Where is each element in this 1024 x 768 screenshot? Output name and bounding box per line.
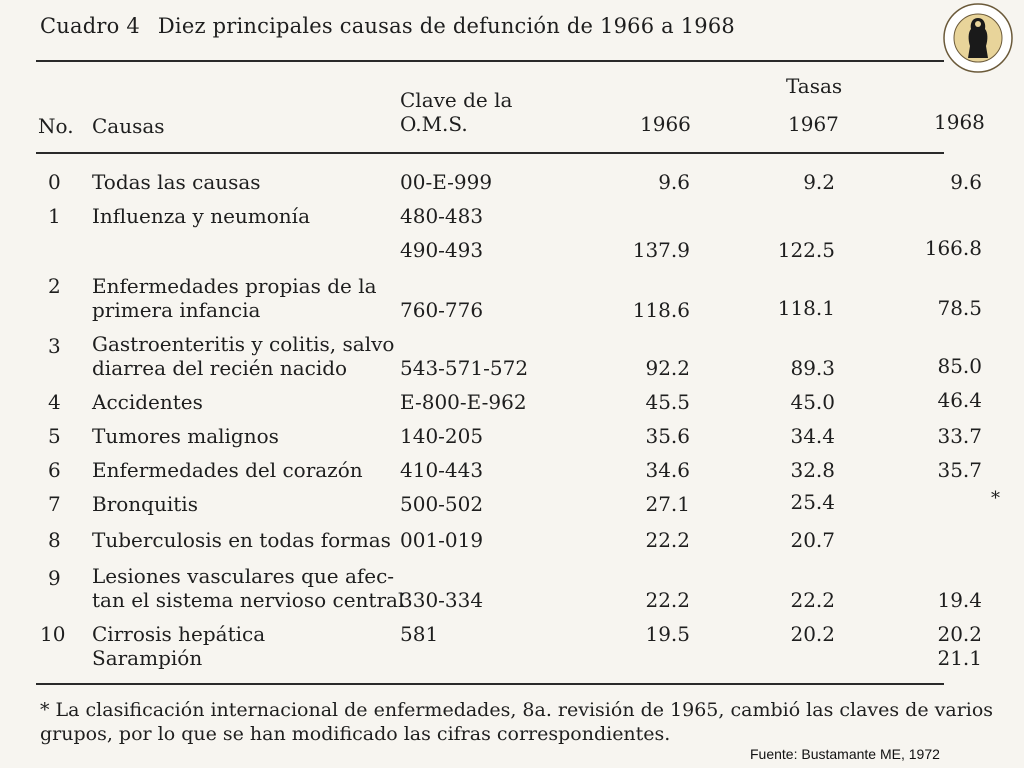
row-1-1967: 122.5 <box>777 238 835 262</box>
row-6-1966: 34.6 <box>645 458 690 482</box>
footnote: * La clasificación internacional de enfermedades, 8a. revisión de 1965, cambió las claves de varios grupos, por lo que se han modificado las cifras correspondientes. <box>40 699 994 745</box>
row-8-code: 001-019 <box>400 528 484 552</box>
header-clave-line1: Clave de la <box>400 88 513 112</box>
row-7-no: 7 <box>48 492 61 516</box>
row-7-code: 500-502 <box>400 492 484 516</box>
row-10-cause-line1: Cirrosis hepática <box>92 622 266 646</box>
row-3-1968: 85.0 <box>937 354 982 378</box>
row-8-no: 8 <box>48 528 61 552</box>
row-2-cause-line2: primera infancia <box>92 298 261 322</box>
row-4-code: E-800-E-962 <box>400 390 527 414</box>
row-1-1968: 166.8 <box>924 236 982 260</box>
header-year-1968: 1968 <box>934 110 985 134</box>
row-3-cause-line1: Gastroenteritis y colitis, salvo <box>92 332 395 356</box>
row-4-cause: Accidentes <box>92 390 203 414</box>
row-6-1968: 35.7 <box>937 458 982 482</box>
header-year-1967: 1967 <box>788 112 839 136</box>
header-causas: Causas <box>92 114 165 138</box>
row-2-no: 2 <box>48 274 61 298</box>
row-5-1968: 33.7 <box>937 424 982 448</box>
row-3-1966: 92.2 <box>645 356 690 380</box>
row-1-code-b: 490-493 <box>400 238 484 262</box>
row-7-cause: Bronquitis <box>92 492 198 516</box>
row-10-1968-sarampion: 21.1 <box>937 646 982 670</box>
row-9-1968: 19.4 <box>937 588 982 612</box>
header-tasas: Tasas <box>786 74 843 98</box>
table-number: Cuadro 4 <box>40 14 140 38</box>
header-year-1966: 1966 <box>640 112 691 136</box>
row-9-code: 330-334 <box>400 588 484 612</box>
row-3-cause-line2: diarrea del recién nacido <box>92 356 348 380</box>
row-5-no: 5 <box>48 424 61 448</box>
row-0-1967: 9.2 <box>803 170 835 194</box>
row-10-1966: 19.5 <box>645 622 690 646</box>
row-4-no: 4 <box>48 390 61 414</box>
row-1-code-a: 480-483 <box>400 204 484 228</box>
header-rule <box>36 152 944 154</box>
row-0-code: 00-E-999 <box>400 170 493 194</box>
row-5-cause: Tumores malignos <box>92 424 279 448</box>
row-7-1968-asterisk: * <box>991 488 1000 509</box>
header-no: No. <box>38 114 74 138</box>
academy-seal-logo <box>942 2 1014 74</box>
row-3-1967: 89.3 <box>790 356 835 380</box>
row-7-1966: 27.1 <box>645 492 690 516</box>
row-1-cause: Influenza y neumonía <box>92 204 310 228</box>
table-title <box>40 14 735 38</box>
row-5-1966: 35.6 <box>645 424 690 448</box>
source-citation: Fuente: Bustamante ME, 1972 <box>750 746 940 762</box>
row-10-cause-line2: Sarampión <box>92 646 203 670</box>
row-0-cause: Todas las causas <box>92 170 261 194</box>
row-10-1968: 20.2 <box>937 622 982 646</box>
row-10-no: 10 <box>40 622 66 646</box>
row-3-code: 543-571-572 <box>400 356 529 380</box>
row-0-1968: 9.6 <box>950 170 982 194</box>
row-8-cause: Tuberculosis en todas formas <box>92 528 391 552</box>
row-4-1967: 45.0 <box>790 390 835 414</box>
row-0-1966: 9.6 <box>658 170 690 194</box>
row-6-cause: Enfermedades del corazón <box>92 458 363 482</box>
row-9-cause-line2: tan el sistema nervioso central <box>92 588 405 612</box>
table-caption: Diez principales causas de defunción de 1966 a 1968 <box>157 14 735 38</box>
row-5-1967: 34.4 <box>790 424 835 448</box>
row-1-no: 1 <box>48 204 61 228</box>
top-rule <box>36 60 944 62</box>
row-7-1967: 25.4 <box>790 490 835 514</box>
row-5-code: 140-205 <box>400 424 484 448</box>
row-1-1966: 137.9 <box>632 238 690 262</box>
row-9-no: 9 <box>48 566 61 590</box>
row-9-cause-line1: Lesiones vasculares que afec- <box>92 564 395 588</box>
row-4-1968: 46.4 <box>937 388 982 412</box>
row-10-1967: 20.2 <box>790 622 835 646</box>
row-2-1968: 78.5 <box>937 296 982 320</box>
row-2-cause-line1: Enfermedades propias de la <box>92 274 377 298</box>
row-2-1967: 118.1 <box>777 296 835 320</box>
header-clave-line2: O.M.S. <box>400 112 468 136</box>
row-3-no: 3 <box>48 334 61 358</box>
row-6-1967: 32.8 <box>790 458 835 482</box>
row-9-1966: 22.2 <box>645 588 690 612</box>
row-2-1966: 118.6 <box>632 298 690 322</box>
bottom-rule <box>36 683 944 685</box>
row-6-no: 6 <box>48 458 61 482</box>
row-10-code: 581 <box>400 622 439 646</box>
row-9-1967: 22.2 <box>790 588 835 612</box>
row-2-code: 760-776 <box>400 298 484 322</box>
row-8-1966: 22.2 <box>645 528 690 552</box>
row-4-1966: 45.5 <box>645 390 690 414</box>
row-6-code: 410-443 <box>400 458 484 482</box>
row-0-no: 0 <box>48 170 61 194</box>
row-8-1967: 20.7 <box>790 528 835 552</box>
